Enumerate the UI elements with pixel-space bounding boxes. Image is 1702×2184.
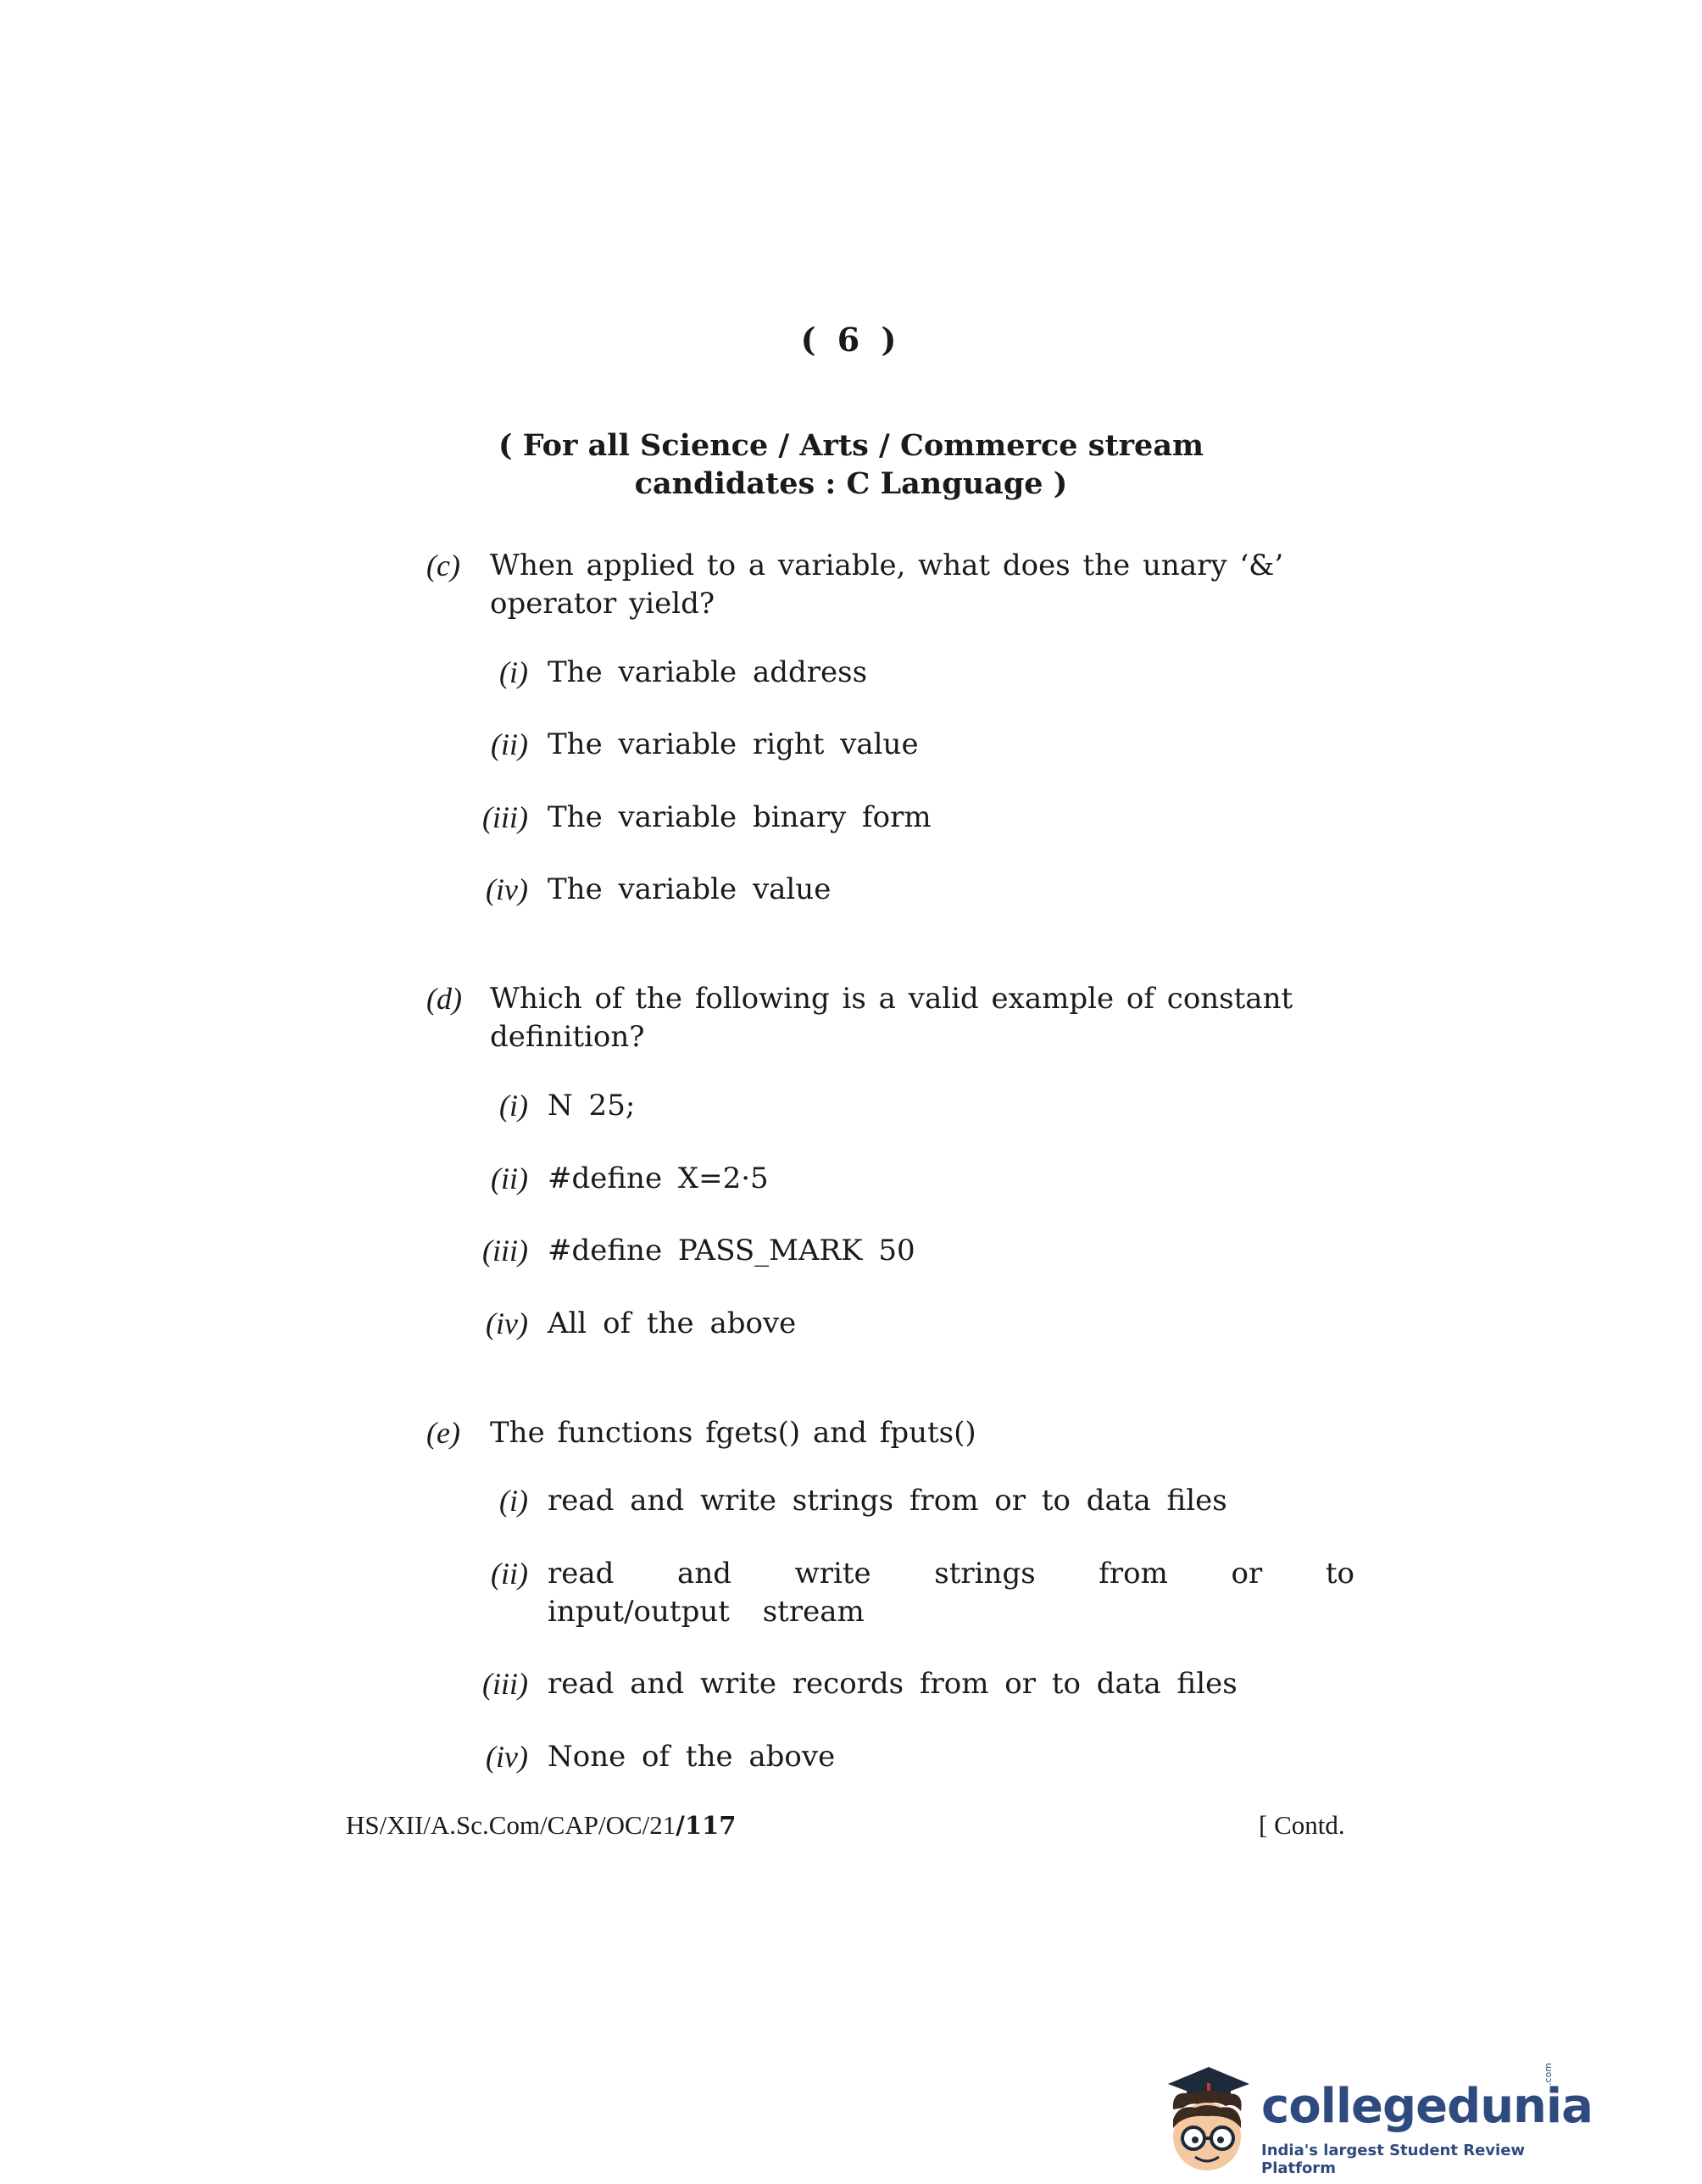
option-label: (i) — [499, 1089, 528, 1123]
option-label: (ii) — [491, 1557, 528, 1591]
question-text: The functions fgets() and fputs() — [490, 1416, 976, 1450]
option-label: (iv) — [486, 872, 528, 906]
option-text: The variable right value — [548, 727, 919, 761]
option-label: (iv) — [486, 1740, 528, 1774]
option-text: The variable address — [548, 655, 868, 689]
option-text: The variable value — [548, 872, 832, 906]
option-label: (ii) — [491, 727, 528, 761]
option-label: (iii) — [482, 1667, 528, 1701]
question-label: (d) — [426, 982, 462, 1016]
option-label: (iv) — [486, 1306, 528, 1340]
option-text: #define PASS_MARK 50 — [548, 1234, 915, 1268]
option-label: (i) — [499, 655, 528, 689]
watermark-domain-suffix: .com — [1543, 2063, 1554, 2086]
option-label: (i) — [499, 1484, 528, 1518]
watermark-brand-name: collegedunia — [1261, 2079, 1593, 2134]
page-number: ( 6 ) — [800, 320, 902, 359]
option-text: All of the above — [548, 1306, 797, 1340]
option-label: (iii) — [482, 1234, 528, 1268]
paper-code-prefix: HS/XII/A.Sc.Com/CAP/OC/21 — [346, 1810, 676, 1840]
question-text: When applied to a variable, what does the unary ‘&’ operator yield? — [490, 549, 1284, 621]
option-label: (iii) — [482, 800, 528, 834]
watermark-tagline: India's largest Student Review Platform — [1261, 2142, 1526, 2177]
question-label: (c) — [426, 549, 460, 582]
question-label: (e) — [426, 1416, 460, 1450]
collegedunia-watermark — [1153, 2060, 1593, 2177]
option-text: #define X=2·5 — [548, 1162, 769, 1195]
continued-marker: [ Contd. — [1259, 1810, 1345, 1840]
option-label: (ii) — [491, 1162, 528, 1195]
option-text: read and write records from or to data files — [548, 1667, 1238, 1701]
option-text: read and write strings from or to input/output stream — [548, 1557, 1354, 1629]
option-text: None of the above — [548, 1740, 836, 1774]
paper-code-suffix: /117 — [676, 1811, 737, 1840]
section-header-line-1: ( For all Science / Arts / Commerce stream — [498, 428, 1204, 463]
option-text: read and write strings from or to data files — [548, 1484, 1227, 1518]
section-header-line-2: candidates : C Language ) — [634, 466, 1068, 501]
question-text: Which of the following is a valid example of constant definition? — [490, 982, 1293, 1054]
paper-code — [346, 1808, 736, 1842]
section-header — [0, 426, 1702, 503]
mascot-icon — [1153, 2060, 1263, 2175]
option-text: The variable binary form — [548, 800, 932, 834]
option-text: N 25; — [548, 1089, 636, 1123]
